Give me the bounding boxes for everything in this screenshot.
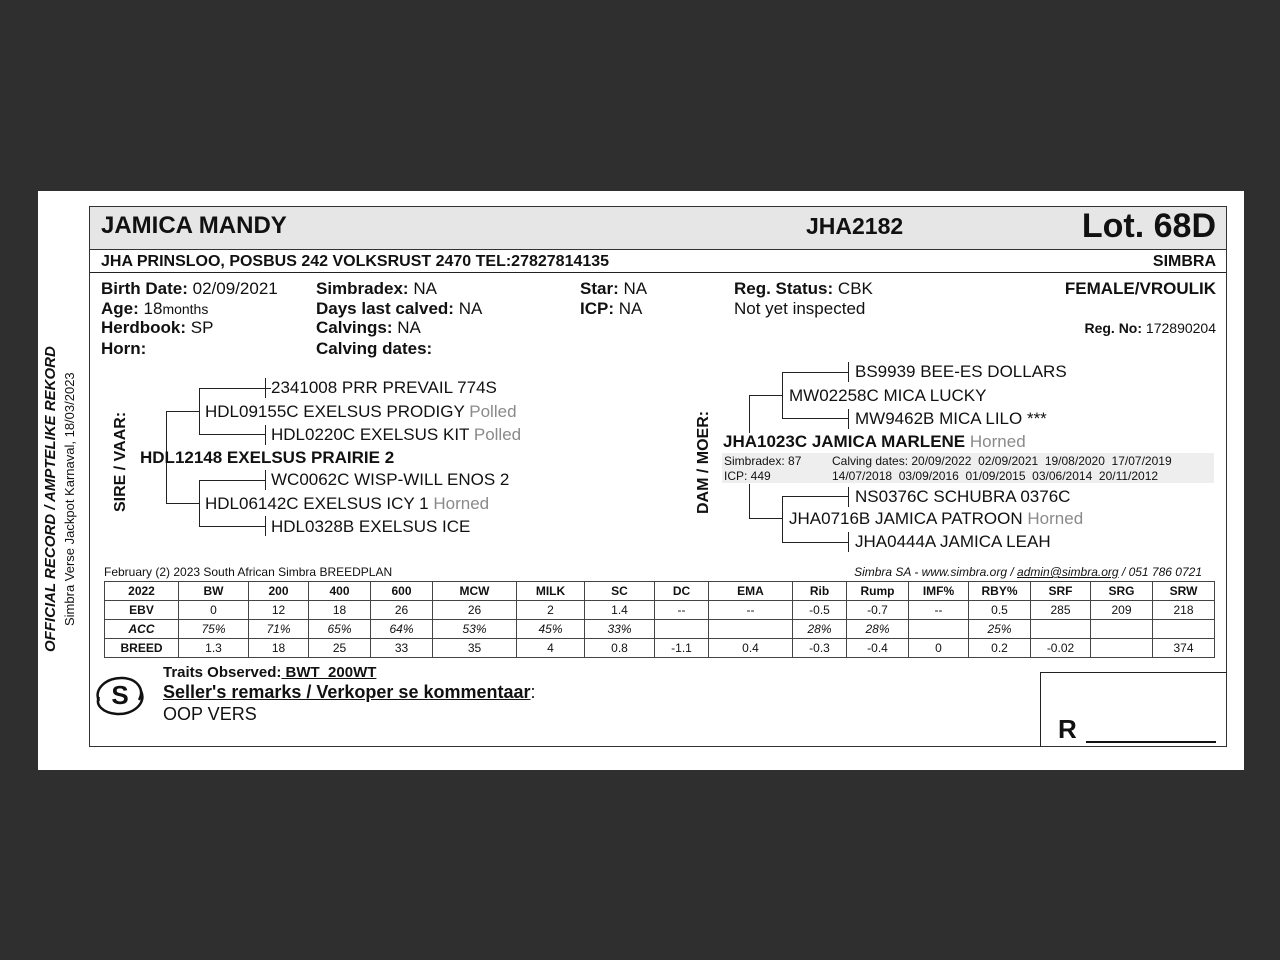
- sire-dam-name: [205, 494, 489, 514]
- birth-date-label: Birth Date:: [101, 279, 188, 298]
- remarks-colon: :: [530, 682, 536, 702]
- reg-no-label: Reg. No:: [1084, 320, 1143, 336]
- herdbook-label: Herdbook:: [101, 318, 186, 337]
- sex-label: FEMALE/VROULIK: [1064, 279, 1216, 298]
- sire-section-label: SIRE / VAAR:: [112, 411, 129, 512]
- herdbook-value: SP: [190, 318, 214, 337]
- table-cell: Rib: [793, 582, 847, 601]
- table-cell: 26: [371, 601, 433, 620]
- table-cell: 0.5: [969, 601, 1031, 620]
- dam-name: JHA1023C JAMICA MARLENE: [723, 432, 966, 451]
- pedigree-line: [782, 372, 783, 418]
- table-cell: [709, 620, 793, 639]
- table-row: [105, 620, 1215, 639]
- table-cell: RBY%: [969, 582, 1031, 601]
- table-cell: SRF: [1031, 582, 1091, 601]
- dam-dam-name-row: [789, 509, 1083, 529]
- contact-prefix: Simbra SA - www.simbra.org /: [854, 565, 1018, 579]
- dam-sire-name: MW02258C MICA LUCKY: [789, 386, 987, 405]
- table-cell: 18: [309, 601, 371, 620]
- table-cell: 64%: [371, 620, 433, 639]
- table-cell: [1091, 620, 1153, 639]
- pedigree-line: [199, 526, 265, 527]
- icp-label: ICP:: [580, 299, 614, 318]
- days-label: Days last calved:: [316, 299, 454, 318]
- star-value: NA: [623, 279, 648, 298]
- pedigree-line: [199, 388, 200, 434]
- table-cell: 285: [1031, 601, 1091, 620]
- owner-line: JHA PRINSLOO, POSBUS 242 VOLKSRUST 2470 TEL:27827814135: [101, 253, 610, 270]
- table-cell: --: [655, 601, 709, 620]
- reg-status-label: Reg. Status:: [734, 279, 834, 298]
- dam-dam-note: Horned: [1027, 509, 1084, 528]
- reg-no-value: 172890204: [1145, 320, 1216, 336]
- table-cell: BREED: [105, 639, 179, 658]
- table-cell: Rump: [847, 582, 909, 601]
- table-cell: 600: [371, 582, 433, 601]
- table-cell: SRW: [1153, 582, 1215, 601]
- sire-dam-dam-name: HDL0328B EXELSUS ICE: [271, 517, 471, 536]
- dam-calving-dates-1: Calving dates: 20/09/2022 02/09/2021 19/08/2020 17/07/2019: [832, 454, 1172, 468]
- sire-dam-sire-name: WC0062C WISP-WILL ENOS 2: [271, 470, 510, 489]
- birth-date-value: 02/09/2021: [192, 279, 278, 298]
- reg-no: [1084, 320, 1216, 336]
- pedigree-line: [749, 518, 782, 519]
- table-row: [105, 639, 1215, 658]
- table-cell: 400: [309, 582, 371, 601]
- price-entry-line[interactable]: [1086, 741, 1216, 743]
- sellers-remarks-value: OOP VERS: [163, 704, 257, 724]
- table-cell: 2: [517, 601, 585, 620]
- table-cell: EMA: [709, 582, 793, 601]
- table-cell: 28%: [793, 620, 847, 639]
- table-cell: 1.3: [179, 639, 249, 658]
- table-cell: 28%: [847, 620, 909, 639]
- table-cell: --: [709, 601, 793, 620]
- star-label: Star:: [580, 279, 619, 298]
- traits-value: BWT 200WT: [281, 664, 377, 681]
- age-unit: months: [162, 301, 209, 317]
- table-cell: 45%: [517, 620, 585, 639]
- pedigree-line: [848, 532, 849, 552]
- sire-name: HDL12148 EXELSUS PRAIRIE 2: [140, 448, 395, 467]
- pedigree-line: [265, 470, 266, 490]
- table-cell: [1031, 620, 1091, 639]
- table-cell: -0.4: [847, 639, 909, 658]
- herdbook: [101, 318, 213, 338]
- pedigree-line: [199, 480, 200, 526]
- days-value: NA: [458, 299, 483, 318]
- contact-email-link[interactable]: admin@simbra.org: [1017, 565, 1119, 579]
- sire-sire-note: Polled: [469, 402, 517, 421]
- table-cell: 0.4: [709, 639, 793, 658]
- calving-dates-label: Calving dates:: [316, 339, 433, 358]
- reg-status-value: CBK: [837, 279, 873, 298]
- pedigree-line: [782, 372, 848, 373]
- table-cell: IMF%: [909, 582, 969, 601]
- simbradex-value: NA: [413, 279, 437, 298]
- table-cell: 0: [179, 601, 249, 620]
- table-cell: 71%: [249, 620, 309, 639]
- traits-label: Traits Observed:: [163, 664, 282, 681]
- icp: [580, 299, 642, 319]
- pedigree-line: [782, 418, 848, 419]
- sire-dam-note: Horned: [433, 494, 490, 513]
- table-cell: 65%: [309, 620, 371, 639]
- sire-sire-name: [205, 402, 517, 422]
- dam-calving-dates-2: 14/07/2018 03/09/2016 01/09/2015 03/06/2014 20/11/2012: [832, 469, 1159, 483]
- dam-sire-sire-name: BS9939 BEE-ES DOLLARS: [855, 362, 1067, 381]
- table-cell: SC: [585, 582, 655, 601]
- simbradex: [316, 279, 437, 299]
- table-cell: 2022: [105, 582, 179, 601]
- table-cell: -1.1: [655, 639, 709, 658]
- table-cell: 0: [909, 639, 969, 658]
- table-cell: -0.02: [1031, 639, 1091, 658]
- table-cell: SRG: [1091, 582, 1153, 601]
- sire-sire-dam-name: [271, 425, 521, 445]
- dam-dam: JHA0716B JAMICA PATROON: [789, 509, 1023, 528]
- icp-value: NA: [618, 299, 643, 318]
- age-value: 18: [143, 299, 163, 318]
- breedplan-contact: [854, 565, 1202, 579]
- calvings-value: NA: [397, 318, 421, 337]
- table-cell: EBV: [105, 601, 179, 620]
- lot-number: Lot. 68D: [1081, 207, 1216, 245]
- pedigree-line: [166, 503, 199, 504]
- price-box-top: [1040, 672, 1227, 673]
- table-cell: -0.3: [793, 639, 847, 658]
- table-cell: 33%: [585, 620, 655, 639]
- table-cell: 26: [433, 601, 517, 620]
- table-cell: BW: [179, 582, 249, 601]
- table-cell: [655, 620, 709, 639]
- pedigree-line: [199, 434, 265, 435]
- pedigree-line: [749, 395, 750, 433]
- breedplan-title: February (2) 2023 South African Simbra BREEDPLAN: [104, 565, 393, 579]
- table-row: [105, 601, 1215, 620]
- pedigree-line: [199, 480, 265, 481]
- price-box-left: [1040, 672, 1041, 747]
- pedigree-line: [848, 362, 849, 382]
- dam-dam-sire-name: NS0376C SCHUBRA 0376C: [855, 487, 1071, 506]
- table-row: [105, 582, 1215, 601]
- horn-label: Horn:: [101, 339, 147, 358]
- table-cell: 18: [249, 639, 309, 658]
- age: [101, 299, 208, 319]
- breedplan-table: [104, 581, 1215, 658]
- pedigree-line: [782, 496, 848, 497]
- table-cell: -0.5: [793, 601, 847, 620]
- dam-note: Horned: [969, 432, 1026, 451]
- sire-dam: HDL06142C EXELSUS ICY 1: [205, 494, 429, 513]
- dam-icp: ICP: 449: [724, 469, 771, 483]
- table-cell: 35: [433, 639, 517, 658]
- pedigree-line: [166, 411, 199, 412]
- sire-sire-dam: HDL0220C EXELSUS KIT: [271, 425, 470, 444]
- pedigree-line: [265, 516, 266, 536]
- pedigree-line: [199, 388, 265, 389]
- table-cell: -0.7: [847, 601, 909, 620]
- days-last-calved: [316, 299, 482, 319]
- sire-sire: HDL09155C EXELSUS PRODIGY: [205, 402, 465, 421]
- table-cell: 4: [517, 639, 585, 658]
- table-cell: ACC: [105, 620, 179, 639]
- dam-name-row: [723, 432, 1026, 452]
- pedigree-line: [749, 484, 750, 518]
- dam-section-label: DAM / MOER:: [695, 410, 712, 514]
- table-cell: 12: [249, 601, 309, 620]
- traits-observed: [163, 664, 376, 681]
- pedigree-line: [749, 395, 782, 396]
- dam-sire-dam-name: MW9462B MICA LILO ***: [855, 409, 1047, 428]
- table-cell: 218: [1153, 601, 1215, 620]
- table-cell: 25: [309, 639, 371, 658]
- calvings: [316, 318, 421, 338]
- pedigree-line: [782, 542, 848, 543]
- table-cell: 25%: [969, 620, 1031, 639]
- inspection-status: Not yet inspected: [734, 299, 866, 318]
- table-cell: 0.8: [585, 639, 655, 658]
- table-cell: 33: [371, 639, 433, 658]
- logo-letter: S: [111, 680, 129, 710]
- pedigree-line: [265, 378, 266, 398]
- price-currency-label: R: [1058, 714, 1077, 744]
- table-cell: --: [909, 601, 969, 620]
- pedigree-line: [265, 425, 266, 445]
- remarks-label: Seller's remarks / Verkoper se kommentaar: [163, 682, 531, 702]
- table-cell: [909, 620, 969, 639]
- table-cell: MILK: [517, 582, 585, 601]
- table-cell: MCW: [433, 582, 517, 601]
- table-cell: [1153, 620, 1215, 639]
- table-cell: 374: [1153, 639, 1215, 658]
- star: [580, 279, 647, 299]
- table-cell: 53%: [433, 620, 517, 639]
- sire-sire-dam-note: Polled: [473, 425, 522, 444]
- table-cell: [1091, 639, 1153, 658]
- breed-label: SIMBRA: [1152, 253, 1216, 270]
- table-cell: DC: [655, 582, 709, 601]
- contact-suffix: / 051 786 0721: [1118, 565, 1202, 579]
- age-label: Age:: [101, 299, 139, 318]
- simbradex-label: Simbradex:: [316, 279, 409, 298]
- owner-divider: [90, 272, 1226, 273]
- table-cell: 209: [1091, 601, 1153, 620]
- simbra-logo-icon: [91, 675, 149, 717]
- sire-sire-sire-name: 2341008 PRR PREVAIL 774S: [271, 378, 497, 397]
- table-cell: 0.2: [969, 639, 1031, 658]
- animal-id: JHA2182: [806, 213, 904, 239]
- pedigree-line: [848, 487, 849, 507]
- official-record-label: OFFICIAL RECORD / AMPTELIKE REKORD: [42, 346, 59, 652]
- table-cell: 75%: [179, 620, 249, 639]
- table-cell: 1.4: [585, 601, 655, 620]
- birth-date: [101, 279, 278, 299]
- dam-dam-dam-name: JHA0444A JAMICA LEAH: [855, 532, 1051, 551]
- pedigree-line: [782, 496, 783, 542]
- reg-status: [734, 279, 873, 299]
- pedigree-line: [848, 409, 849, 429]
- animal-name: JAMICA MANDY: [101, 212, 287, 239]
- sale-name-label: Simbra Verse Jackpot Karnaval, 18/03/2023: [62, 372, 77, 626]
- table-cell: 200: [249, 582, 309, 601]
- calvings-label: Calvings:: [316, 318, 393, 337]
- sellers-remarks-heading: [163, 682, 536, 703]
- dam-simbradex: Simbradex: 87: [724, 454, 802, 468]
